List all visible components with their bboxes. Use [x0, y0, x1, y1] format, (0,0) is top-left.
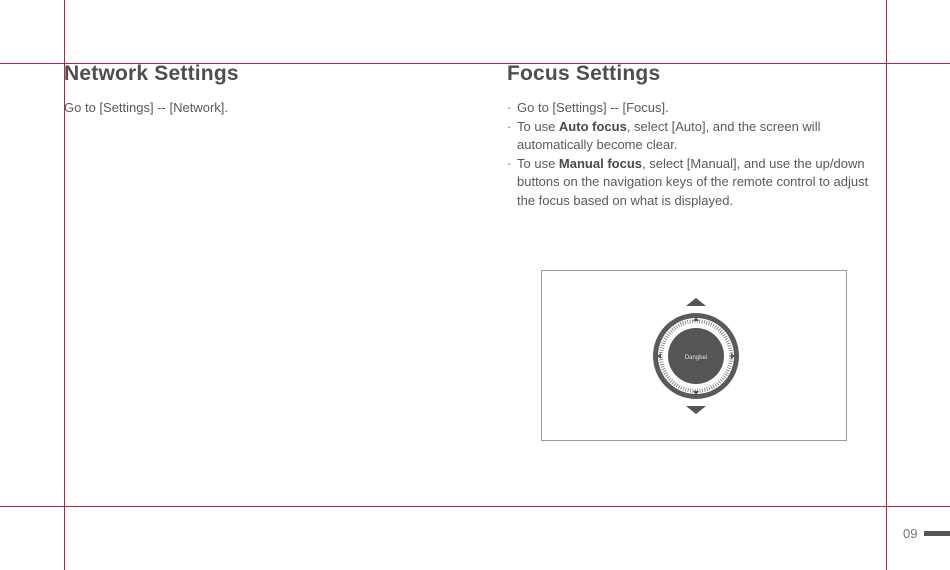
up-arrow-icon [686, 298, 706, 306]
focus-step-2-pre: To use [517, 118, 559, 134]
focus-step-2 [507, 118, 887, 155]
focus-step-2-post: , select [Auto], and the screen will automatically become clear. [517, 118, 821, 152]
focus-settings-title: Focus Settings [507, 62, 661, 85]
page-number: 09 [903, 526, 918, 541]
down-arrow-icon [686, 406, 706, 414]
focus-step-3-post: , select [Manual], and use the up/down buttons on the navigation keys of the remote control to adjust the focus based on what is displayed. [517, 155, 869, 208]
focus-instructions-list [507, 99, 887, 210]
focus-step-1 [507, 99, 887, 118]
manual-focus-term: Manual focus [558, 155, 642, 171]
focus-step-3-pre: To use [517, 155, 559, 171]
network-settings-title: Network Settings [64, 62, 239, 85]
network-settings-text: Go to [Settings] -- [Network]. [64, 100, 228, 115]
dial-brand-label: Dangbei [684, 355, 708, 361]
page-number-bar [924, 531, 950, 536]
remote-dial-figure [541, 270, 847, 441]
bottom-guide-line [0, 506, 950, 507]
auto-focus-term: Auto focus [558, 118, 627, 134]
right-guide-line [886, 0, 887, 570]
focus-step-3 [507, 155, 887, 211]
focus-step-1-text: Go to [Settings] -- [Focus]. [517, 100, 669, 115]
remote-dial-illustration [542, 271, 848, 442]
